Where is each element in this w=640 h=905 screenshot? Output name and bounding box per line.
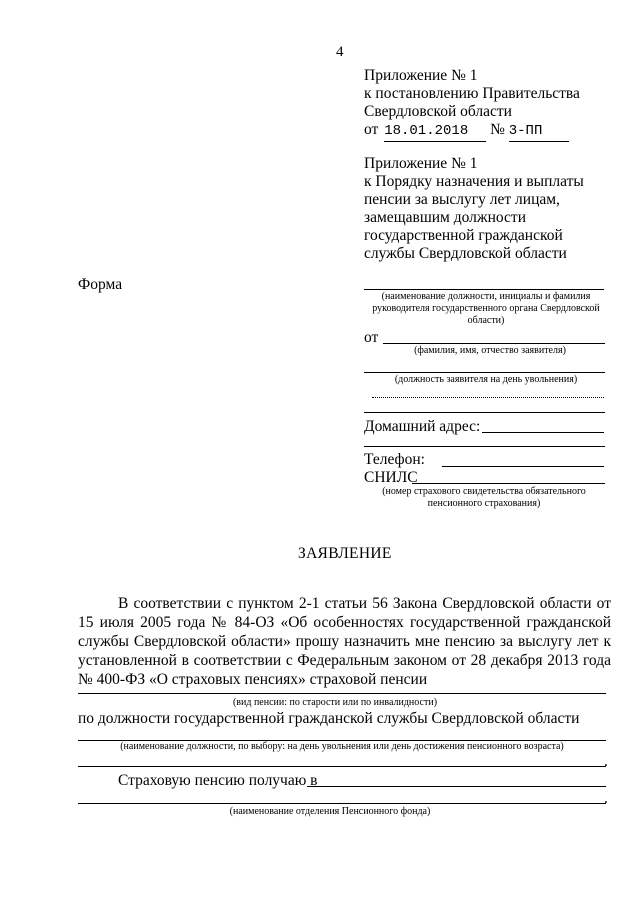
applicant-position-line	[364, 372, 605, 373]
appendix-1-line-2: к постановлению Правительства	[364, 85, 580, 102]
page-number: 4	[336, 44, 344, 60]
fund-caption: (наименование отделения Пенсионного фонда)	[229, 806, 431, 817]
head-name-caption: (наименование должности, инициалы и фамилия руководителя государственного органа Свердловской области)	[372, 291, 600, 326]
address-label: Домашний адрес:	[364, 418, 481, 435]
appendix-1-line-3: Свердловской области	[364, 103, 512, 120]
head-name-line	[364, 289, 604, 290]
snils-caption: (номер страхового свидетельства обязательного пенсионного страхования)	[382, 486, 586, 509]
appendix-2-line-4: замещавшим должности	[364, 209, 526, 226]
insurance-text: Страховую пенсию получаю в	[118, 772, 318, 789]
pension-type-caption: (вид пенсии: по старости или по инвалидности)	[232, 697, 438, 708]
snils-label: СНИЛС	[364, 469, 418, 486]
position-choice-caption: (наименование должности, по выбору: на день увольнения или день достижения пенсионного возраста)	[120, 741, 564, 752]
address-line	[482, 432, 604, 433]
position-extra-line	[78, 766, 606, 767]
applicant-extra-line-2	[364, 412, 605, 413]
applicant-name-caption: (фамилия, имя, отчество заявителя)	[414, 345, 566, 356]
statement-paragraph	[78, 594, 611, 689]
address-line-2	[364, 446, 605, 447]
appendix-1-number: 3-ПП	[509, 122, 569, 142]
appendix-2-line-2: к Порядку назначения и выплаты	[364, 173, 584, 190]
applicant-extra-line-1	[372, 397, 604, 398]
appendix-2-line-6: службы Свердловской области	[364, 245, 567, 262]
appendix-1-line-1: Приложение № 1	[364, 67, 478, 84]
appendix-1-number-label: №	[490, 121, 505, 138]
insurance-fund-line-2	[78, 803, 606, 804]
appendix-2-line-3: пенсии за выслугу лет лицам,	[364, 191, 560, 208]
insurance-fund-line-1	[307, 786, 606, 787]
form-label: Форма	[78, 276, 123, 293]
appendix-1-date-row	[364, 120, 569, 142]
from-label: от	[364, 329, 379, 346]
appendix-2-line-5: государственной гражданской	[364, 227, 563, 244]
pension-type-line	[78, 693, 606, 694]
appendix-2-line-1: Приложение № 1	[364, 155, 478, 172]
position-line-text: по должности государственной гражданской службы Свердловской области	[78, 710, 580, 727]
phone-label: Телефон:	[364, 451, 425, 468]
applicant-position-caption: (должность заявителя на день увольнения)	[394, 374, 578, 385]
appendix-1-from-label: от	[364, 121, 379, 138]
appendix-1-date: 18.01.2018	[384, 122, 486, 142]
insurance-fund-dot: .	[604, 790, 608, 807]
snils-line	[412, 483, 605, 484]
document-title: ЗАЯВЛЕНИЕ	[298, 545, 392, 562]
applicant-name-line	[383, 343, 605, 344]
position-extra-dot: .	[604, 753, 608, 770]
phone-line	[442, 466, 604, 467]
statement-text: В соответствии с пунктом 2-1 статьи 56 Закона Свердловской области от 15 июля 2005 года № 84-ОЗ «Об особенностях государственной гражданской службы Свердловской области» прошу назначить мне пенсию за выслугу лет к установленной в соответствии с Федеральным законом от 28 декабря 2013 года № 400-ФЗ «О страховых пенсиях» страховой пенсии	[78, 595, 611, 688]
